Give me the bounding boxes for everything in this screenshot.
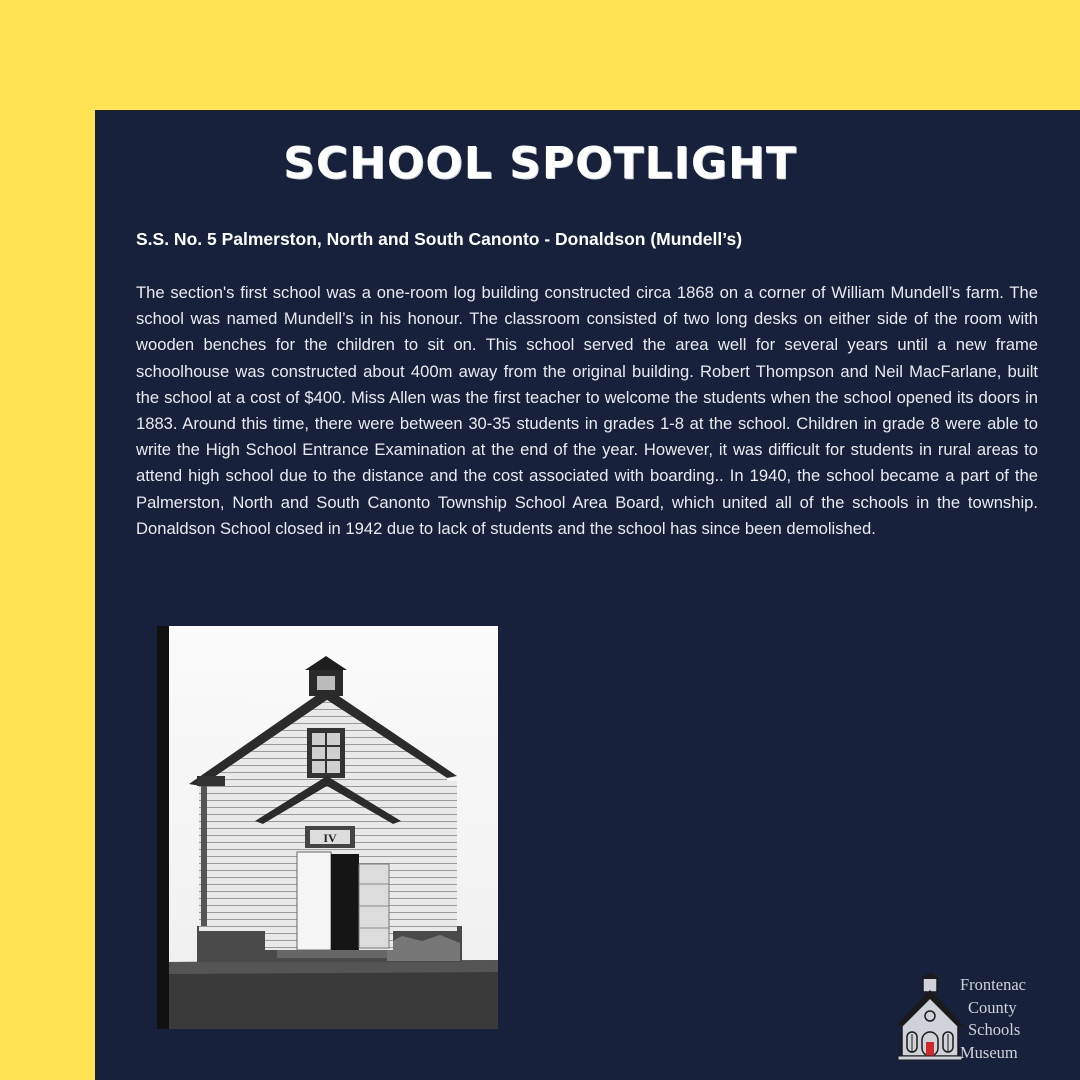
school-name-heading: S.S. No. 5 Palmerston, North and South Canonto - Donaldson (Mundell’s) bbox=[136, 229, 743, 249]
museum-logo-text bbox=[960, 974, 1042, 1064]
logo-line-2: County bbox=[968, 997, 1017, 1017]
logo-line-4: Museum bbox=[960, 1042, 1018, 1062]
logo-line-3: Schools bbox=[968, 1020, 1021, 1039]
history-paragraph: The section's first school was a one-room log building constructed circa 1868 on a corner of William Mundell’s farm. The school was named Mundell’s in his honour. The classroom consisted of two long desks on either side of the room with wooden benches for the children to sit on. This school served the area well for several years until a new frame schoolhouse was constructed about 400m away from the original building. Robert Thompson and Neil MacFarlane, built the school at a cost of $400. Miss Allen was the first teacher to welcome the students when the school opened its doors in 1883. Around this time, there were between 30-35 students in grades 1-8 at the school. Children in grade 8 were able to write the High School Entrance Examination at the end of the year. However, it was difficult for students in rural areas to attend high school due to the distance and the cost associated with boarding.. In 1940, the school became a part of the Palmerston, North and South Canonto Township School Area Board, which united all of the schools in the township. Donaldson School closed in 1942 due to lack of students and the school has since been demolished. bbox=[136, 283, 1038, 538]
door-sign-text: IV bbox=[323, 831, 337, 845]
page-title: SCHOOL SPOTLIGHT bbox=[283, 138, 797, 189]
logo-line-1: Frontenac bbox=[960, 975, 1026, 994]
schoolhouse-photo bbox=[157, 626, 498, 1029]
